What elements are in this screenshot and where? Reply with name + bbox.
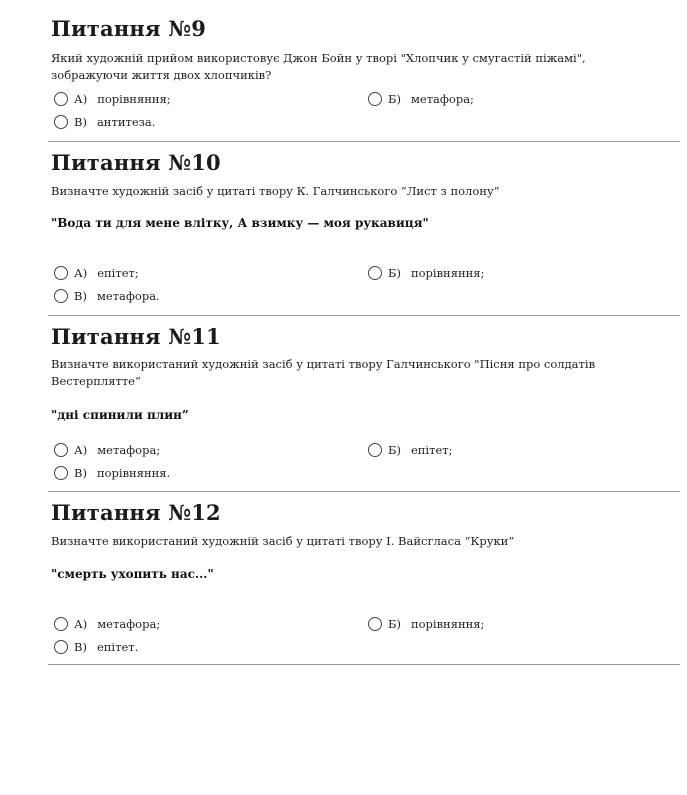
- question-title: Питання №12: [51, 500, 221, 525]
- option-letter: Б): [388, 92, 401, 106]
- question-quote: "дні спинили плин”: [51, 408, 189, 422]
- option-letter: А): [74, 617, 88, 631]
- option-a[interactable]: [54, 92, 171, 106]
- option-letter: А): [74, 266, 88, 280]
- question-title: Питання №11: [51, 324, 221, 349]
- option-b[interactable]: [368, 617, 484, 631]
- divider: [48, 141, 680, 142]
- option-label: епітет;: [97, 266, 139, 280]
- option-c[interactable]: [54, 466, 170, 480]
- option-b[interactable]: [368, 92, 474, 106]
- radio-button[interactable]: [54, 92, 68, 106]
- option-label: епітет.: [96, 640, 139, 654]
- option-c[interactable]: [54, 640, 138, 654]
- option-a[interactable]: [54, 443, 160, 457]
- divider: [48, 491, 680, 492]
- question-text: Визначте художній засіб у цитаті твору К. Галчинського “Лист з полону”: [51, 184, 500, 198]
- option-label: порівняння;: [410, 617, 485, 631]
- question-11: [51, 324, 681, 480]
- option-letter: А): [74, 92, 88, 106]
- option-b[interactable]: [368, 443, 453, 457]
- option-letter: Б): [388, 443, 401, 457]
- question-text-line-1: Який художній прийом використовує Джон Бойн у творі "Хлопчик у смугастій піжамі",: [51, 51, 586, 65]
- question-text: Визначте використаний художній засіб у цитаті твору І. Вайсгласа “Круки”: [51, 534, 515, 548]
- option-letter: В): [74, 289, 87, 303]
- divider: [48, 664, 680, 665]
- option-a[interactable]: [54, 266, 139, 280]
- option-label: метафора;: [97, 617, 161, 631]
- option-label: метафора;: [410, 92, 474, 106]
- option-label: епітет;: [410, 443, 453, 457]
- option-letter: В): [74, 640, 87, 654]
- option-label: метафора.: [96, 289, 160, 303]
- option-label: порівняння;: [410, 266, 485, 280]
- option-letter: Б): [388, 266, 401, 280]
- radio-button[interactable]: [54, 466, 68, 480]
- option-label: порівняння;: [97, 92, 171, 106]
- option-c[interactable]: [54, 115, 155, 129]
- radio-button[interactable]: [368, 266, 382, 280]
- option-letter: В): [74, 466, 87, 480]
- radio-button[interactable]: [54, 640, 68, 654]
- question-quote: "Вода ти для мене влітку, А взимку — моя рукавиця": [51, 216, 429, 230]
- question-9: [51, 16, 681, 129]
- option-a[interactable]: [54, 617, 160, 631]
- radio-button[interactable]: [54, 289, 68, 303]
- radio-button[interactable]: [54, 266, 68, 280]
- radio-button[interactable]: [54, 115, 68, 129]
- radio-button[interactable]: [368, 92, 382, 106]
- question-text-line-2: зображуючи життя двох хлопчиків?: [51, 68, 272, 82]
- option-letter: Б): [388, 617, 401, 631]
- question-text: [51, 50, 681, 84]
- question-12: [51, 500, 681, 654]
- option-letter: В): [74, 115, 87, 129]
- option-label: метафора;: [97, 443, 161, 457]
- question-text: [51, 356, 681, 390]
- option-c[interactable]: [54, 289, 160, 303]
- question-title: Питання №10: [51, 150, 221, 175]
- question-text-line-1: Визначте використаний художній засіб у цитаті твору Галчинського "Пісня про солдатів: [51, 357, 596, 371]
- option-label: порівняння.: [96, 466, 171, 480]
- question-title: Питання №9: [51, 16, 207, 41]
- radio-button[interactable]: [54, 617, 68, 631]
- question-quote: "смерть ухопить нас...": [51, 567, 214, 581]
- option-letter: А): [74, 443, 88, 457]
- radio-button[interactable]: [368, 443, 382, 457]
- option-b[interactable]: [368, 266, 484, 280]
- question-10: [51, 150, 681, 303]
- question-text-line-2: Вестерплятте“: [51, 374, 141, 388]
- divider: [48, 315, 680, 316]
- radio-button[interactable]: [54, 443, 68, 457]
- radio-button[interactable]: [368, 617, 382, 631]
- option-label: антитеза.: [96, 115, 156, 129]
